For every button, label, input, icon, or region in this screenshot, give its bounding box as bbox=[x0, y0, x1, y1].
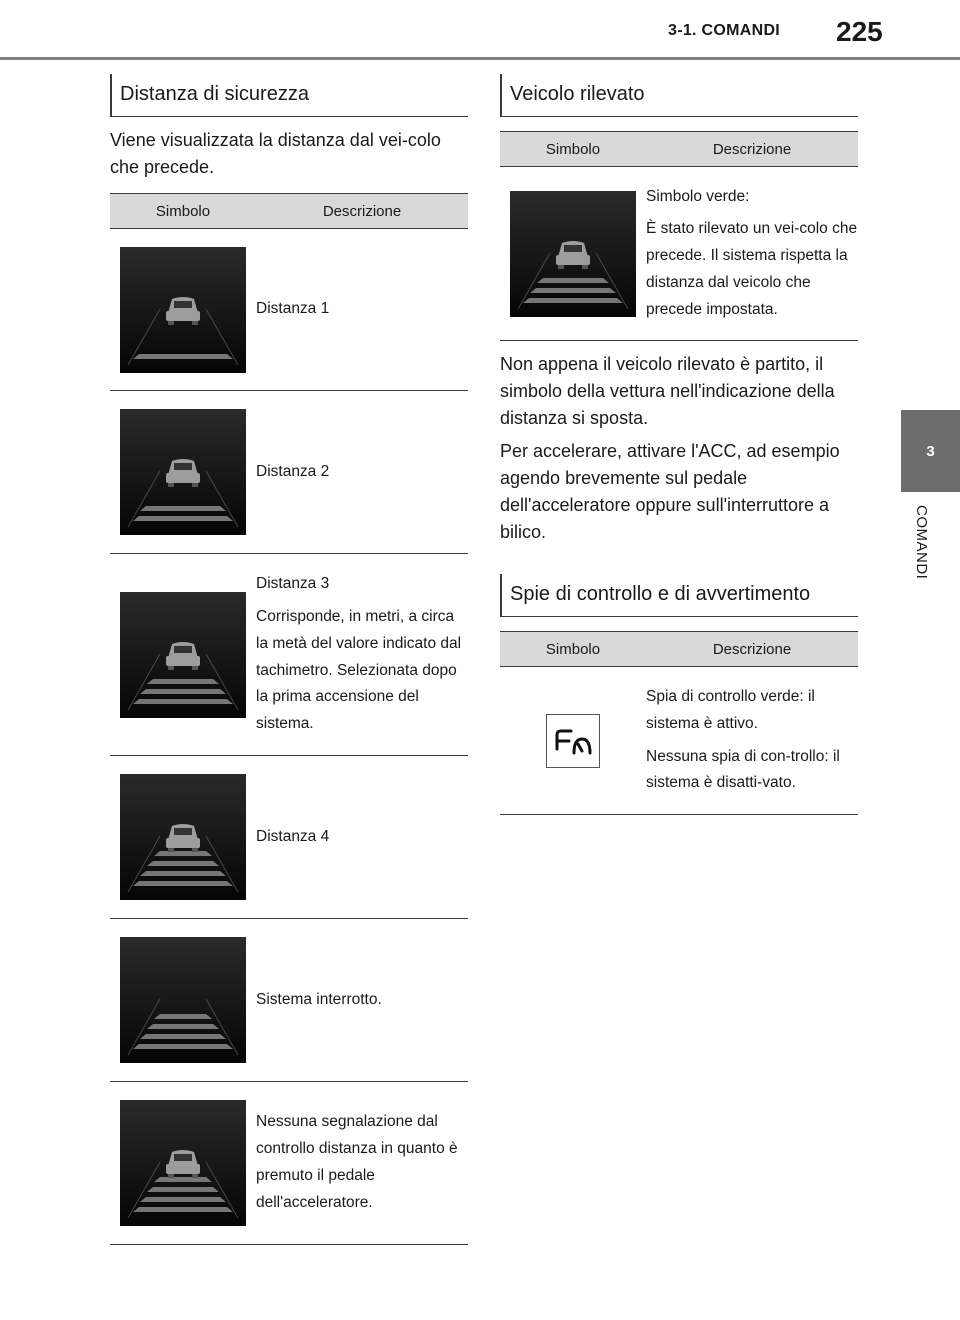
column-header-symbol: Simbolo bbox=[500, 632, 646, 667]
description-text: Sistema interrotto. bbox=[256, 990, 382, 1008]
distance-1-icon bbox=[120, 247, 246, 373]
symbol-cell bbox=[110, 391, 256, 554]
symbol-cell bbox=[110, 554, 256, 756]
distance-2-icon bbox=[120, 409, 246, 535]
description-text: Nessuna spia di con-trollo: il sistema è disatti-vato. bbox=[646, 747, 840, 792]
column-header-description: Descrizione bbox=[646, 632, 858, 667]
left-column bbox=[110, 74, 468, 1245]
description-cell bbox=[646, 167, 858, 341]
lamps-table bbox=[500, 631, 858, 815]
table-row bbox=[110, 229, 468, 391]
table-row bbox=[110, 756, 468, 919]
symbol-cell bbox=[110, 1082, 256, 1245]
column-header-symbol: Simbolo bbox=[500, 132, 646, 167]
table-row bbox=[500, 667, 858, 815]
description-cell bbox=[256, 554, 468, 756]
table-row bbox=[110, 554, 468, 756]
vehicle-detected-icon bbox=[510, 191, 636, 317]
system-interrupted-icon bbox=[120, 937, 246, 1063]
table-row bbox=[110, 391, 468, 554]
column-header-description: Descrizione bbox=[256, 194, 468, 229]
intro-paragraph: Viene visualizzata la distanza dal vei-colo che precede. bbox=[110, 130, 441, 177]
table-row bbox=[110, 1082, 468, 1245]
description-text: Distanza 4 bbox=[256, 827, 330, 845]
distance-table bbox=[110, 193, 468, 1245]
description-text: Spia di controllo verde: il sistema è attivo. bbox=[646, 687, 815, 732]
accelerator-pressed-icon bbox=[120, 1100, 246, 1226]
symbol-cell bbox=[500, 667, 646, 815]
description-cell bbox=[256, 1082, 468, 1245]
symbol-cell bbox=[110, 229, 256, 391]
chapter-tab[interactable]: 3 bbox=[901, 410, 960, 492]
column-header-symbol: Simbolo bbox=[110, 194, 256, 229]
section-heading-lamps: Spie di controllo e di avvertimento bbox=[500, 574, 858, 617]
description-cell bbox=[256, 756, 468, 919]
paragraph-vehicle-departed: Non appena il veicolo rilevato è partito, il simbolo della vettura nell'indicazione della distanza si sposta. bbox=[500, 354, 835, 428]
page-number: 225 bbox=[836, 16, 883, 47]
header-rule bbox=[0, 57, 960, 60]
description-cell bbox=[256, 229, 468, 391]
symbol-cell bbox=[500, 167, 646, 341]
description-text: Distanza 3 bbox=[256, 575, 330, 593]
description-cell bbox=[256, 391, 468, 554]
section-heading-detected: Veicolo rilevato bbox=[500, 74, 858, 117]
detected-table bbox=[500, 131, 858, 341]
paragraph-accelerate: Per accelerare, attivare l'ACC, ad esempio agendo brevemente sul pedale dell'acceleratore oppure sull'interruttore a bilico. bbox=[500, 441, 840, 542]
distance-3-icon bbox=[120, 592, 246, 718]
column-header-description: Descrizione bbox=[646, 132, 858, 167]
description-text: Simbolo verde: bbox=[646, 187, 750, 205]
section-heading-distance: Distanza di sicurezza bbox=[110, 74, 468, 117]
description-cell bbox=[256, 919, 468, 1082]
right-column bbox=[500, 74, 858, 815]
description-text: È stato rilevato un vei-colo che precede. Il sistema rispetta la distanza dal veicolo che precede impostata. bbox=[646, 220, 858, 318]
chapter-title: 3-1. COMANDI bbox=[668, 22, 781, 39]
symbol-cell bbox=[110, 756, 256, 919]
description-text: Distanza 1 bbox=[256, 300, 330, 318]
table-row bbox=[500, 167, 858, 341]
description-cell bbox=[646, 667, 858, 815]
description-text: Distanza 2 bbox=[256, 462, 330, 480]
symbol-cell bbox=[110, 919, 256, 1082]
chapter-tab-label: COMANDI bbox=[913, 505, 930, 580]
distance-4-icon bbox=[120, 774, 246, 900]
description-text: Nessuna segnalazione dal controllo distanza in quanto è premuto il pedale dell'acceleratore. bbox=[256, 1113, 458, 1211]
description-text: Corrisponde, in metri, a circa la metà del valore indicato dal tachimetro. Selezionata dopo la prima accensione del sistema. bbox=[256, 607, 462, 733]
table-row bbox=[110, 919, 468, 1082]
acc-indicator-lamp-icon bbox=[546, 714, 600, 768]
